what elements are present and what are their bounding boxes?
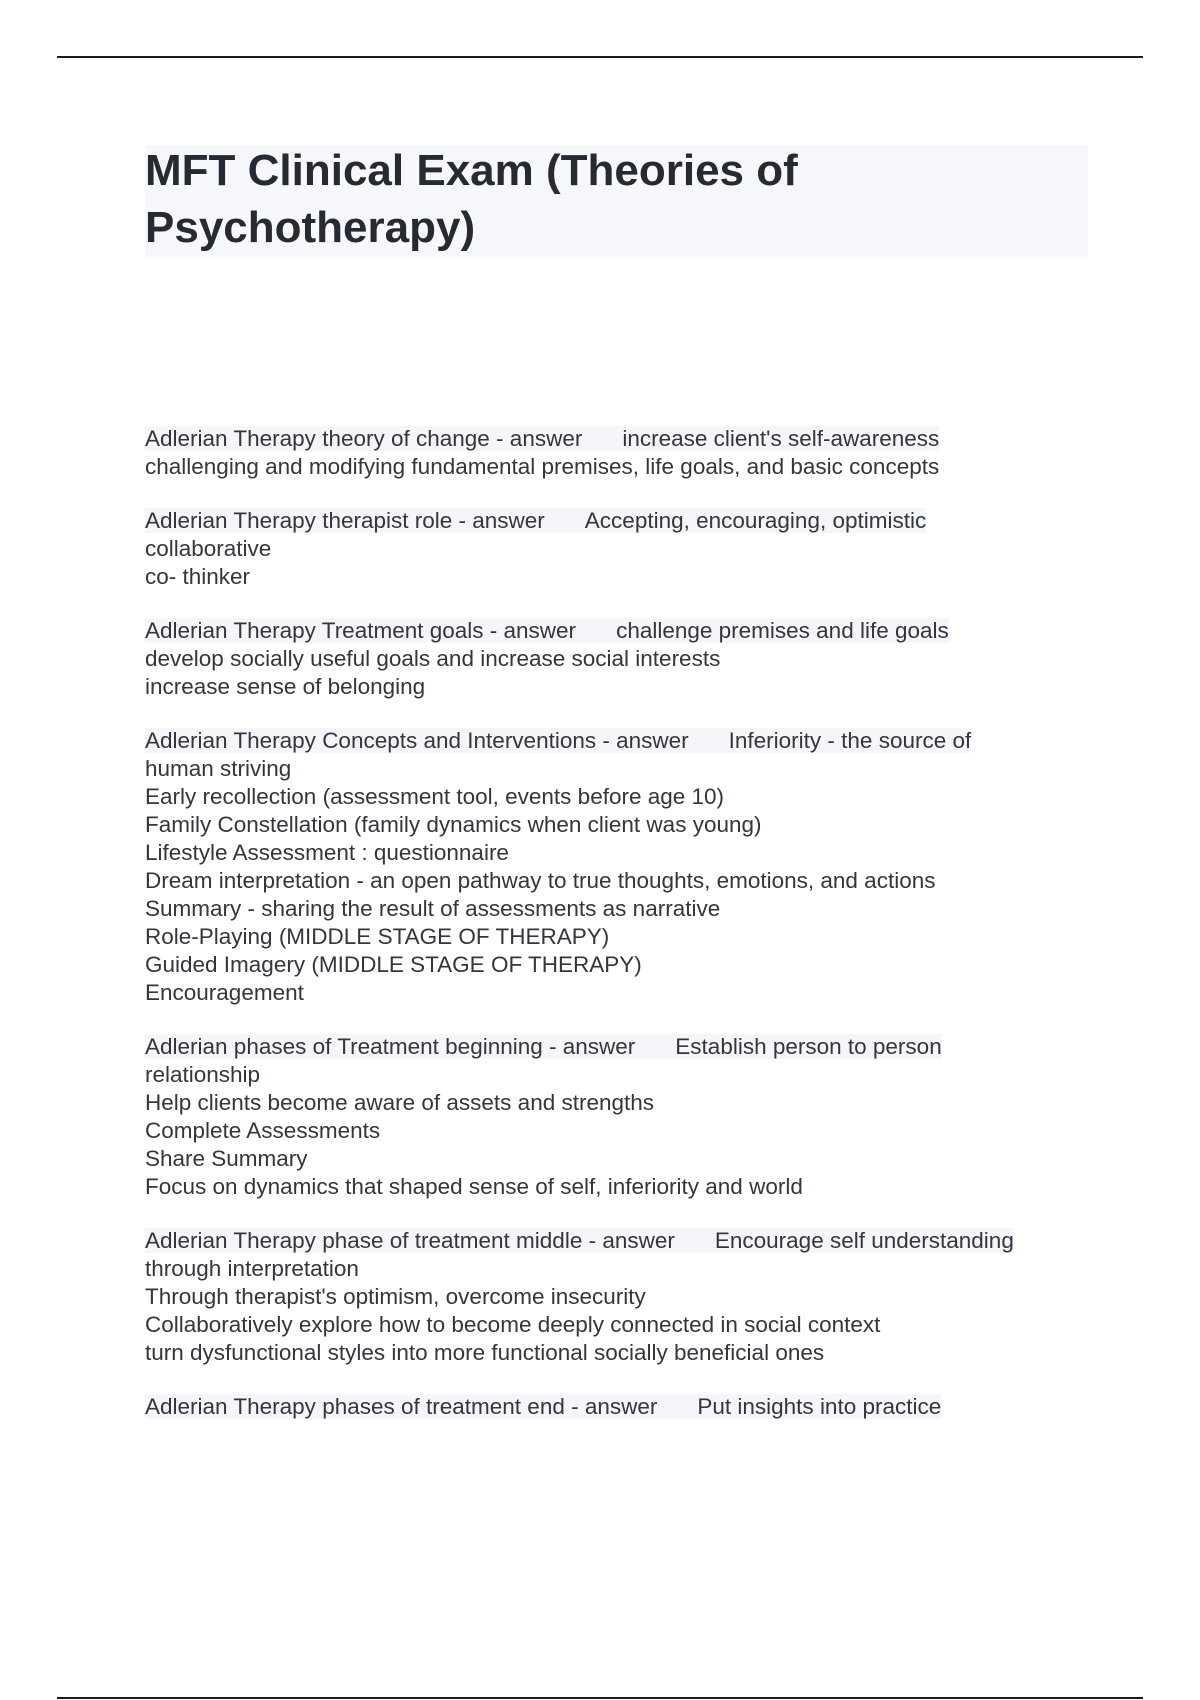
answer-line: Focus on dynamics that shaped sense of self, inferiority and world [145, 1174, 803, 1199]
answer-line: Role-Playing (MIDDLE STAGE OF THERAPY) [145, 924, 610, 949]
entry-question: Adlerian phases of Treatment beginning - answer [145, 1034, 636, 1059]
entry-first-line [145, 618, 949, 643]
answer-line: Family Constellation (family dynamics when client was young) [145, 812, 762, 837]
answer-line: Summary - sharing the result of assessments as narrative [145, 896, 721, 921]
answer-line: Encouragement [145, 980, 304, 1005]
entry-question: Adlerian Therapy theory of change - answer [145, 426, 583, 451]
answer-line: turn dysfunctional styles into more functional socially beneficial ones [145, 1340, 825, 1365]
flashcard-entry [145, 1227, 1105, 1367]
answer-line: through interpretation [145, 1256, 359, 1281]
entry-question: Adlerian Therapy phase of treatment middle - answer [145, 1228, 675, 1253]
answer-line: relationship [145, 1062, 261, 1087]
page-title: MFT Clinical Exam (Theories of Psychotherapy) [145, 146, 798, 252]
flashcard-entry [145, 507, 1105, 591]
answer-line: develop socially useful goals and increase social interests [145, 646, 721, 671]
flashcard-list [145, 425, 1105, 1447]
answer-line: collaborative [145, 536, 272, 561]
answer-line: Collaboratively explore how to become deeply connected in social context [145, 1312, 881, 1337]
flashcard-entry [145, 1033, 1105, 1201]
entry-first-line [145, 1228, 1014, 1253]
flashcard-entry [145, 425, 1105, 481]
answer-line: co- thinker [145, 564, 251, 589]
entry-first-line [145, 1394, 941, 1419]
answer-line: increase sense of belonging [145, 674, 426, 699]
answer-line: Lifestyle Assessment : questionnaire [145, 840, 509, 865]
answer-line: Complete Assessments [145, 1118, 381, 1143]
entry-answer: Establish person to person [675, 1034, 942, 1059]
answer-line: Early recollection (assessment tool, events before age 10) [145, 784, 725, 809]
entry-answer: challenge premises and life goals [616, 618, 949, 643]
answer-line: challenging and modifying fundamental premises, life goals, and basic concepts [145, 454, 940, 479]
entry-answer: Encourage self understanding [714, 1228, 1014, 1253]
answer-line: human striving [145, 756, 292, 781]
entry-answer: Inferiority - the source of [728, 728, 972, 753]
bottom-rule [57, 1697, 1143, 1699]
flashcard-entry [145, 617, 1105, 701]
entry-question: Adlerian Therapy therapist role - answer [145, 508, 545, 533]
entry-answer: Accepting, encouraging, optimistic [584, 508, 927, 533]
entry-first-line [145, 508, 926, 533]
answer-line: Help clients become aware of assets and strengths [145, 1090, 655, 1115]
entry-first-line [145, 426, 939, 451]
top-rule [57, 56, 1143, 58]
entry-question: Adlerian Therapy phases of treatment end - answer [145, 1394, 658, 1419]
entry-question: Adlerian Therapy Concepts and Interventions - answer [145, 728, 689, 753]
entry-first-line [145, 1034, 942, 1059]
entry-question: Adlerian Therapy Treatment goals - answer [145, 618, 577, 643]
answer-line: Through therapist's optimism, overcome insecurity [145, 1284, 646, 1309]
title-block [145, 145, 1088, 257]
answer-line: Dream interpretation - an open pathway to true thoughts, emotions, and actions [145, 868, 936, 893]
entry-answer: increase client's self-awareness [622, 426, 940, 451]
entry-first-line [145, 728, 971, 753]
answer-line: Guided Imagery (MIDDLE STAGE OF THERAPY) [145, 952, 642, 977]
flashcard-entry [145, 1393, 1105, 1421]
entry-answer: Put insights into practice [697, 1394, 942, 1419]
answer-line: Share Summary [145, 1146, 308, 1171]
flashcard-entry [145, 727, 1105, 1007]
